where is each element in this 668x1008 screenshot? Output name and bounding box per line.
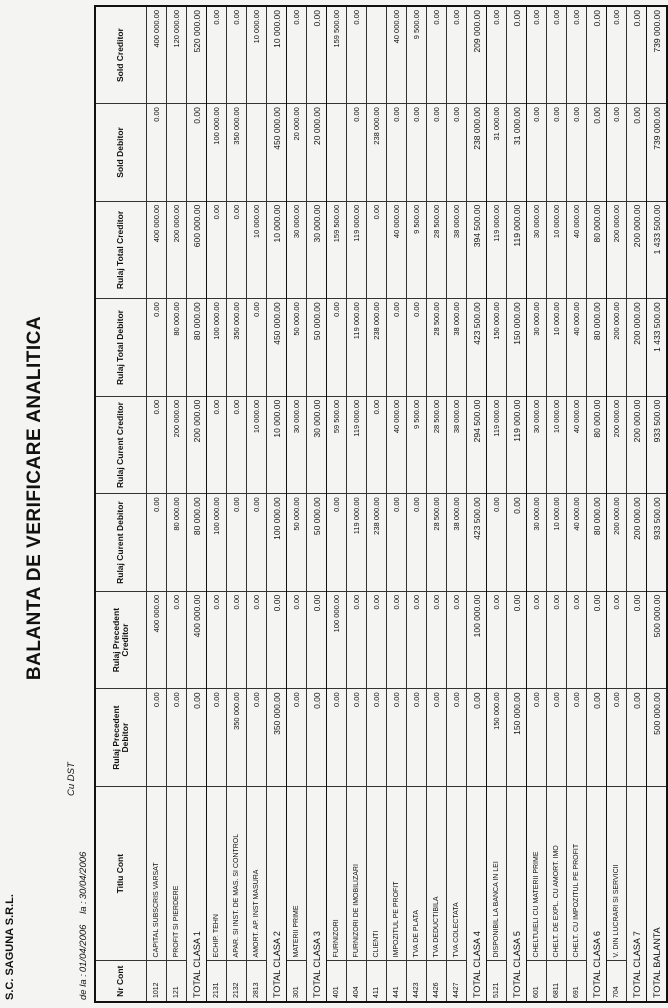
cell-rulaj-total-debitor: 450 000.00: [267, 299, 287, 397]
cell-rulaj-curent-debitor: 0.00: [147, 494, 167, 592]
cell-sold-debitor: 31 000.00: [507, 104, 527, 202]
cell-rulaj-total-creditor: 0.00: [367, 201, 387, 299]
total-label: TOTAL CLASA 4: [467, 786, 487, 1002]
account-title: APAR. SI INST. DE MAS. SI CONTROL: [227, 786, 247, 961]
table-row: [287, 6, 307, 1002]
total-label: TOTAL BALANTA: [647, 786, 668, 1002]
cell-sold-debitor: 0.00: [527, 104, 547, 202]
account-number: 2813: [247, 961, 267, 1002]
account-title: V. DIN LUCRARI SI SERVICII: [607, 786, 627, 961]
cell-sold-debitor: [167, 104, 187, 202]
cell-rulaj-total-debitor: 0.00: [407, 299, 427, 397]
header-rulaj-total-debitor: Rulaj Total Debitor: [95, 299, 147, 397]
cell-rulaj-curent-creditor: 40 000.00: [387, 396, 407, 494]
cell-rulaj-curent-creditor: 10 000.00: [547, 396, 567, 494]
cell-rulaj-total-creditor: 200 000.00: [627, 201, 647, 299]
cell-rulaj-precedent-debitor: 0.00: [547, 689, 567, 787]
cell-sold-debitor: 0.00: [347, 104, 367, 202]
cell-sold-debitor: 238 000.00: [367, 104, 387, 202]
cell-rulaj-precedent-debitor: 500 000.00: [647, 689, 668, 787]
header-rulaj-precedent-debitor: Rulaj Precedent Debitor: [95, 689, 147, 787]
cell-rulaj-total-debitor: 80 000.00: [187, 299, 207, 397]
currency-note: Cu DST: [66, 762, 77, 796]
cell-rulaj-curent-debitor: 30 000.00: [527, 494, 547, 592]
cell-rulaj-precedent-creditor: 0.00: [447, 591, 467, 689]
cell-rulaj-curent-debitor: 0.00: [407, 494, 427, 592]
account-number: 4427: [447, 961, 467, 1002]
cell-sold-debitor: 20 000.00: [287, 104, 307, 202]
cell-rulaj-total-debitor: 1 433 500.00: [647, 299, 668, 397]
cell-rulaj-precedent-creditor: 0.00: [487, 591, 507, 689]
cell-sold-debitor: 0.00: [567, 104, 587, 202]
cell-sold-debitor: 0.00: [427, 104, 447, 202]
period-to-label: la :: [78, 901, 89, 914]
cell-rulaj-precedent-debitor: 0.00: [387, 689, 407, 787]
cell-rulaj-total-creditor: 10 000.00: [547, 201, 567, 299]
cell-rulaj-curent-creditor: 0.00: [207, 396, 227, 494]
cell-rulaj-curent-debitor: 0.00: [507, 494, 527, 592]
cell-rulaj-precedent-debitor: 0.00: [467, 689, 487, 787]
account-number: 301: [287, 961, 307, 1002]
cell-rulaj-precedent-debitor: 0.00: [207, 689, 227, 787]
cell-rulaj-curent-creditor: 9 500.00: [407, 396, 427, 494]
cell-sold-debitor: 0.00: [387, 104, 407, 202]
cell-sold-debitor: 100 000.00: [207, 104, 227, 202]
cell-rulaj-total-debitor: 50 000.00: [307, 299, 327, 397]
period-from-label: de la :: [78, 974, 89, 1000]
cell-rulaj-total-creditor: 10 000.00: [267, 201, 287, 299]
header-rulaj-precedent-creditor: Rulaj Precedent Creditor: [95, 591, 147, 689]
cell-rulaj-total-creditor: 40 000.00: [387, 201, 407, 299]
cell-rulaj-total-creditor: 0.00: [227, 201, 247, 299]
table-row: [447, 6, 467, 1002]
account-title: FURNIZORI: [327, 786, 347, 961]
cell-sold-debitor: 0.00: [627, 104, 647, 202]
account-number: 411: [367, 961, 387, 1002]
cell-rulaj-precedent-creditor: 0.00: [527, 591, 547, 689]
cell-rulaj-curent-creditor: 200 000.00: [607, 396, 627, 494]
cell-rulaj-total-creditor: 600 000.00: [187, 201, 207, 299]
table-total-row: [187, 6, 207, 1002]
cell-rulaj-total-debitor: 30 000.00: [527, 299, 547, 397]
cell-rulaj-total-debitor: 150 000.00: [507, 299, 527, 397]
account-number: 704: [607, 961, 627, 1002]
cell-sold-creditor: 0.00: [587, 6, 607, 104]
account-title: CHELT. CU IMPOZITUL PE PROFIT: [567, 786, 587, 961]
cell-rulaj-curent-debitor: 0.00: [247, 494, 267, 592]
cell-rulaj-total-debitor: 0.00: [247, 299, 267, 397]
cell-rulaj-curent-debitor: 0.00: [487, 494, 507, 592]
cell-rulaj-curent-creditor: 119 000.00: [347, 396, 367, 494]
cell-rulaj-curent-debitor: 0.00: [387, 494, 407, 592]
account-title: CHELT. DE EXPL. CU AMORT. IMO: [547, 786, 567, 961]
cell-rulaj-total-creditor: 38 000.00: [447, 201, 467, 299]
cell-sold-debitor: 0.00: [187, 104, 207, 202]
cell-rulaj-total-debitor: 150 000.00: [487, 299, 507, 397]
cell-rulaj-curent-creditor: 119 000.00: [507, 396, 527, 494]
cell-sold-debitor: 20 000.00: [307, 104, 327, 202]
cell-rulaj-curent-debitor: 119 000.00: [347, 494, 367, 592]
cell-rulaj-precedent-creditor: 0.00: [567, 591, 587, 689]
cell-rulaj-precedent-creditor: 0.00: [367, 591, 387, 689]
cell-rulaj-total-creditor: 159 500.00: [327, 201, 347, 299]
cell-sold-creditor: 0.00: [207, 6, 227, 104]
cell-rulaj-total-debitor: 38 000.00: [447, 299, 467, 397]
cell-rulaj-total-creditor: 80 000.00: [587, 201, 607, 299]
cell-sold-creditor: 0.00: [227, 6, 247, 104]
cell-rulaj-precedent-debitor: 0.00: [407, 689, 427, 787]
account-number: 601: [527, 961, 547, 1002]
cell-rulaj-total-debitor: 200 000.00: [627, 299, 647, 397]
cell-rulaj-precedent-creditor: 0.00: [267, 591, 287, 689]
cell-rulaj-curent-debitor: 0.00: [227, 494, 247, 592]
table-row: [247, 6, 267, 1002]
table-total-row: [267, 6, 287, 1002]
period-to: 30/04/2006: [78, 851, 89, 900]
header-rulaj-total-creditor: Rulaj Total Creditor: [95, 201, 147, 299]
table-row: [547, 6, 567, 1002]
cell-rulaj-curent-debitor: 80 000.00: [167, 494, 187, 592]
cell-rulaj-precedent-creditor: 0.00: [407, 591, 427, 689]
account-number: 2131: [207, 961, 227, 1002]
cell-rulaj-curent-creditor: 200 000.00: [167, 396, 187, 494]
cell-sold-creditor: 9 500.00: [407, 6, 427, 104]
cell-rulaj-precedent-debitor: 0.00: [587, 689, 607, 787]
table-row: [147, 6, 167, 1002]
cell-rulaj-curent-creditor: 0.00: [147, 396, 167, 494]
cell-rulaj-curent-debitor: 200 000.00: [627, 494, 647, 592]
cell-sold-creditor: 0.00: [347, 6, 367, 104]
cell-rulaj-total-debitor: 50 000.00: [287, 299, 307, 397]
cell-rulaj-total-debitor: 238 000.00: [367, 299, 387, 397]
cell-rulaj-curent-debitor: 38 000.00: [447, 494, 467, 592]
table-row: [567, 6, 587, 1002]
cell-rulaj-precedent-creditor: 500 000.00: [647, 591, 668, 689]
table-total-row: [587, 6, 607, 1002]
cell-rulaj-precedent-creditor: 0.00: [627, 591, 647, 689]
cell-rulaj-precedent-debitor: 0.00: [187, 689, 207, 787]
cell-rulaj-total-debitor: 100 000.00: [207, 299, 227, 397]
cell-rulaj-precedent-debitor: 350 000.00: [227, 689, 247, 787]
cell-rulaj-precedent-creditor: 0.00: [387, 591, 407, 689]
cell-rulaj-curent-debitor: 933 500.00: [647, 494, 668, 592]
total-label: TOTAL CLASA 5: [507, 786, 527, 1002]
cell-sold-debitor: 739 000.00: [647, 104, 668, 202]
cell-rulaj-curent-debitor: 238 000.00: [367, 494, 387, 592]
cell-rulaj-precedent-debitor: 0.00: [447, 689, 467, 787]
cell-rulaj-total-creditor: 394 500.00: [467, 201, 487, 299]
table-row: [607, 6, 627, 1002]
cell-sold-creditor: 159 500.00: [327, 6, 347, 104]
account-number: 6811: [547, 961, 567, 1002]
cell-sold-debitor: 0.00: [407, 104, 427, 202]
cell-rulaj-total-creditor: 0.00: [207, 201, 227, 299]
cell-rulaj-curent-creditor: 30 000.00: [287, 396, 307, 494]
account-number: 2132: [227, 961, 247, 1002]
total-label: TOTAL CLASA 7: [627, 786, 647, 1002]
cell-rulaj-precedent-creditor: 0.00: [587, 591, 607, 689]
cell-rulaj-curent-debitor: 50 000.00: [307, 494, 327, 592]
table-row: [427, 6, 447, 1002]
cell-rulaj-precedent-creditor: 0.00: [167, 591, 187, 689]
cell-rulaj-total-debitor: 119 000.00: [347, 299, 367, 397]
table-total-row: [507, 6, 527, 1002]
account-number: 441: [387, 961, 407, 1002]
table-total-row: [467, 6, 487, 1002]
cell-sold-debitor: 0.00: [587, 104, 607, 202]
cell-rulaj-precedent-creditor: 0.00: [227, 591, 247, 689]
page-title: BALANTA DE VERIFICARE ANALITICA: [24, 315, 45, 681]
cell-rulaj-curent-creditor: 200 000.00: [187, 396, 207, 494]
cell-rulaj-curent-creditor: 0.00: [367, 396, 387, 494]
cell-rulaj-precedent-creditor: 0.00: [307, 591, 327, 689]
cell-sold-debitor: [327, 104, 347, 202]
table-row: [167, 6, 187, 1002]
account-title: TVA COLECTATA: [447, 786, 467, 961]
account-title: AMORT. AP. INST MASURA: [247, 786, 267, 961]
cell-rulaj-total-creditor: 1 433 500.00: [647, 201, 668, 299]
cell-sold-debitor: [247, 104, 267, 202]
table-row: [207, 6, 227, 1002]
account-number: 1012: [147, 961, 167, 1002]
cell-rulaj-total-creditor: 200 000.00: [607, 201, 627, 299]
account-number: 4423: [407, 961, 427, 1002]
account-title: DISPONIBIL LA BANCA IN LEI: [487, 786, 507, 961]
header-rulaj-curent-debitor: Rulaj Curent Debitor: [95, 494, 147, 592]
cell-rulaj-total-creditor: 400 000.00: [147, 201, 167, 299]
cell-rulaj-curent-creditor: 38 000.00: [447, 396, 467, 494]
header-nr-cont: Nr Cont: [95, 961, 147, 1002]
cell-sold-creditor: 0.00: [307, 6, 327, 104]
cell-sold-creditor: 0.00: [507, 6, 527, 104]
cell-sold-debitor: 0.00: [607, 104, 627, 202]
cell-rulaj-curent-creditor: 0.00: [227, 396, 247, 494]
cell-sold-creditor: 0.00: [487, 6, 507, 104]
cell-sold-debitor: 238 000.00: [467, 104, 487, 202]
cell-rulaj-total-debitor: 28 500.00: [427, 299, 447, 397]
cell-sold-creditor: 120 000.00: [167, 6, 187, 104]
cell-sold-creditor: 739 000.00: [647, 6, 668, 104]
cell-sold-creditor: 0.00: [447, 6, 467, 104]
cell-sold-creditor: 0.00: [527, 6, 547, 104]
cell-rulaj-total-creditor: 119 000.00: [487, 201, 507, 299]
cell-rulaj-total-creditor: 9 500.00: [407, 201, 427, 299]
header-rulaj-curent-creditor: Rulaj Curent Creditor: [95, 396, 147, 494]
table-row: [387, 6, 407, 1002]
cell-rulaj-curent-debitor: 100 000.00: [207, 494, 227, 592]
cell-sold-debitor: 0.00: [147, 104, 167, 202]
cell-rulaj-total-debitor: 80 000.00: [167, 299, 187, 397]
account-title: ECHIP. TEHN: [207, 786, 227, 961]
cell-rulaj-curent-creditor: 933 500.00: [647, 396, 668, 494]
company-name: S.C. SAGUNA S.R.L.: [4, 894, 16, 1000]
cell-rulaj-curent-creditor: 10 000.00: [267, 396, 287, 494]
cell-rulaj-precedent-creditor: 100 000.00: [467, 591, 487, 689]
cell-sold-creditor: 0.00: [547, 6, 567, 104]
header-titlu-cont: Titlu Cont: [95, 786, 147, 961]
cell-rulaj-curent-debitor: 80 000.00: [587, 494, 607, 592]
table-row: [407, 6, 427, 1002]
cell-sold-creditor: 0.00: [287, 6, 307, 104]
cell-rulaj-curent-debitor: 423 500.00: [467, 494, 487, 592]
table-row: [327, 6, 347, 1002]
cell-sold-creditor: 0.00: [607, 6, 627, 104]
cell-rulaj-total-debitor: 350 000.00: [227, 299, 247, 397]
table-row: [527, 6, 547, 1002]
cell-rulaj-precedent-debitor: 0.00: [347, 689, 367, 787]
account-title: TVA DEDUCTIBILA: [427, 786, 447, 961]
cell-rulaj-total-creditor: 119 000.00: [507, 201, 527, 299]
cell-rulaj-precedent-debitor: 0.00: [167, 689, 187, 787]
cell-rulaj-precedent-debitor: 0.00: [367, 689, 387, 787]
cell-rulaj-total-debitor: 0.00: [327, 299, 347, 397]
cell-rulaj-total-creditor: 10 000.00: [247, 201, 267, 299]
cell-rulaj-precedent-debitor: 0.00: [307, 689, 327, 787]
cell-rulaj-precedent-creditor: 0.00: [507, 591, 527, 689]
cell-rulaj-curent-debitor: 10 000.00: [547, 494, 567, 592]
cell-rulaj-curent-debitor: 0.00: [327, 494, 347, 592]
cell-rulaj-curent-debitor: 200 000.00: [607, 494, 627, 592]
cell-rulaj-curent-debitor: 50 000.00: [287, 494, 307, 592]
table-total-row: [647, 6, 668, 1002]
cell-rulaj-curent-creditor: 80 000.00: [587, 396, 607, 494]
cell-rulaj-total-debitor: 200 000.00: [607, 299, 627, 397]
cell-sold-creditor: 10 000.00: [247, 6, 267, 104]
period-range: [78, 844, 89, 1000]
header-sold-debitor: Sold Debitor: [95, 104, 147, 202]
account-title: TVA DE PLATA: [407, 786, 427, 961]
cell-sold-creditor: [367, 6, 387, 104]
cell-rulaj-total-creditor: 119 000.00: [347, 201, 367, 299]
cell-rulaj-curent-creditor: 30 000.00: [307, 396, 327, 494]
cell-rulaj-precedent-creditor: 0.00: [247, 591, 267, 689]
cell-rulaj-precedent-creditor: 0.00: [347, 591, 367, 689]
cell-rulaj-curent-creditor: 10 000.00: [247, 396, 267, 494]
cell-rulaj-precedent-debitor: 0.00: [247, 689, 267, 787]
cell-sold-debitor: 450 000.00: [267, 104, 287, 202]
cell-rulaj-curent-creditor: 28 500.00: [427, 396, 447, 494]
cell-sold-creditor: 10 000.00: [267, 6, 287, 104]
table-row: [367, 6, 387, 1002]
cell-rulaj-total-debitor: 80 000.00: [587, 299, 607, 397]
cell-rulaj-precedent-debitor: 0.00: [327, 689, 347, 787]
cell-rulaj-total-debitor: 0.00: [387, 299, 407, 397]
cell-rulaj-total-creditor: 40 000.00: [567, 201, 587, 299]
account-number: 404: [347, 961, 367, 1002]
cell-sold-creditor: 209 000.00: [467, 6, 487, 104]
cell-rulaj-precedent-creditor: 400 000.00: [187, 591, 207, 689]
table-total-row: [307, 6, 327, 1002]
account-title: IMPOZITUL PE PROFIT: [387, 786, 407, 961]
cell-rulaj-curent-creditor: 30 000.00: [527, 396, 547, 494]
account-number: 5121: [487, 961, 507, 1002]
cell-sold-creditor: 40 000.00: [387, 6, 407, 104]
cell-rulaj-total-creditor: 200 000.00: [167, 201, 187, 299]
period-from: 01/04/2006: [78, 924, 89, 973]
cell-rulaj-total-debitor: 10 000.00: [547, 299, 567, 397]
cell-rulaj-precedent-debitor: 0.00: [147, 689, 167, 787]
cell-rulaj-precedent-debitor: 0.00: [567, 689, 587, 787]
total-label: TOTAL CLASA 2: [267, 786, 287, 1002]
cell-rulaj-curent-creditor: 200 000.00: [627, 396, 647, 494]
cell-rulaj-total-debitor: 40 000.00: [567, 299, 587, 397]
account-title: MATERII PRIME: [287, 786, 307, 961]
cell-rulaj-precedent-creditor: 100 000.00: [327, 591, 347, 689]
cell-sold-creditor: 0.00: [567, 6, 587, 104]
cell-rulaj-precedent-creditor: 0.00: [207, 591, 227, 689]
account-number: 691: [567, 961, 587, 1002]
cell-rulaj-curent-debitor: 28 500.00: [427, 494, 447, 592]
cell-rulaj-curent-creditor: 294 500.00: [467, 396, 487, 494]
table-row: [347, 6, 367, 1002]
account-title: CAPITAL SUBSCRIS VARSAT: [147, 786, 167, 961]
cell-sold-debitor: 0.00: [547, 104, 567, 202]
cell-rulaj-precedent-debitor: 150 000.00: [507, 689, 527, 787]
cell-sold-debitor: 31 000.00: [487, 104, 507, 202]
table-total-row: [627, 6, 647, 1002]
cell-rulaj-precedent-creditor: 0.00: [607, 591, 627, 689]
total-label: TOTAL CLASA 1: [187, 786, 207, 1002]
cell-rulaj-total-debitor: 423 500.00: [467, 299, 487, 397]
cell-rulaj-curent-debitor: 40 000.00: [567, 494, 587, 592]
account-number: 121: [167, 961, 187, 1002]
cell-rulaj-total-creditor: 30 000.00: [307, 201, 327, 299]
cell-sold-creditor: 0.00: [427, 6, 447, 104]
cell-sold-debitor: 0.00: [447, 104, 467, 202]
cell-rulaj-total-creditor: 30 000.00: [287, 201, 307, 299]
cell-rulaj-precedent-creditor: 400 000.00: [147, 591, 167, 689]
total-label: TOTAL CLASA 6: [587, 786, 607, 1002]
cell-rulaj-curent-creditor: 40 000.00: [567, 396, 587, 494]
cell-rulaj-precedent-debitor: 0.00: [527, 689, 547, 787]
cell-rulaj-precedent-creditor: 0.00: [547, 591, 567, 689]
cell-rulaj-precedent-debitor: 350 000.00: [267, 689, 287, 787]
header-sold-creditor: Sold Creditor: [95, 6, 147, 104]
cell-rulaj-total-creditor: 30 000.00: [527, 201, 547, 299]
cell-rulaj-precedent-debitor: 0.00: [627, 689, 647, 787]
cell-rulaj-total-debitor: 0.00: [147, 299, 167, 397]
trial-balance-table: [94, 5, 668, 1003]
account-number: 4426: [427, 961, 447, 1002]
cell-sold-creditor: 0.00: [627, 6, 647, 104]
cell-rulaj-curent-creditor: 119 000.00: [487, 396, 507, 494]
cell-rulaj-curent-debitor: 100 000.00: [267, 494, 287, 592]
table-row: [487, 6, 507, 1002]
cell-sold-debitor: 350 000.00: [227, 104, 247, 202]
total-label: TOTAL CLASA 3: [307, 786, 327, 1002]
cell-rulaj-precedent-debitor: 150 000.00: [487, 689, 507, 787]
cell-rulaj-precedent-debitor: 0.00: [607, 689, 627, 787]
account-number: 401: [327, 961, 347, 1002]
cell-rulaj-precedent-debitor: 0.00: [427, 689, 447, 787]
account-title: CLIENTI: [367, 786, 387, 961]
cell-rulaj-precedent-debitor: 0.00: [287, 689, 307, 787]
account-title: FURNIZORI DE IMOBILIZARI: [347, 786, 367, 961]
account-title: PROFIT SI PIERDERE: [167, 786, 187, 961]
cell-sold-creditor: 520 000.00: [187, 6, 207, 104]
table-header-row: [95, 6, 147, 1002]
cell-rulaj-precedent-creditor: 0.00: [427, 591, 447, 689]
cell-rulaj-curent-creditor: 59 500.00: [327, 396, 347, 494]
cell-rulaj-curent-debitor: 80 000.00: [187, 494, 207, 592]
cell-sold-creditor: 400 000.00: [147, 6, 167, 104]
cell-rulaj-precedent-creditor: 0.00: [287, 591, 307, 689]
cell-rulaj-total-creditor: 28 500.00: [427, 201, 447, 299]
table-row: [227, 6, 247, 1002]
account-title: CHELTUIELI CU MATERII PRIME: [527, 786, 547, 961]
